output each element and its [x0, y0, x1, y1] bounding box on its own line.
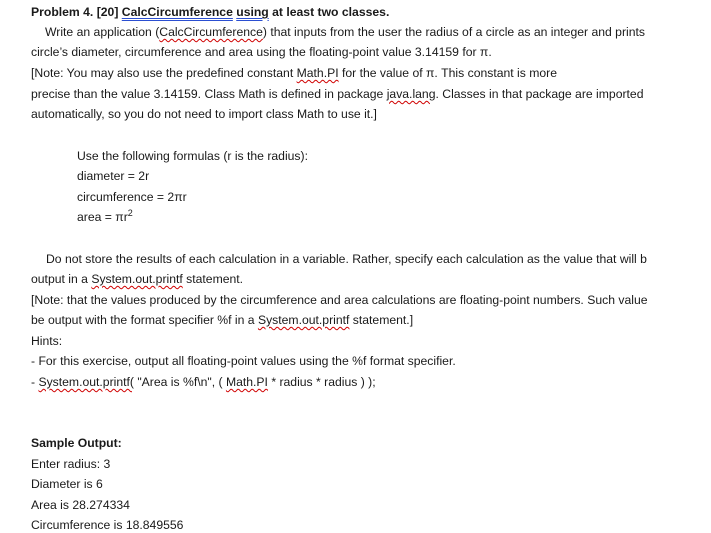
sample-line-2: Diameter is 6 — [31, 477, 103, 491]
formula-circumference: circumference = 2πr — [77, 190, 187, 204]
instruction-printf: System.out.printf — [91, 272, 183, 286]
heading-prefix: Problem 4. [20] — [31, 5, 122, 19]
instruction-text-c: statement. — [182, 272, 244, 286]
note1-java-lang: java.lang — [386, 87, 436, 101]
hints-label: Hints: — [31, 334, 63, 348]
note2-line-1: [Note: that the values produced by the circumference and area calculations are floating-point numbers. Such value — [31, 293, 648, 307]
note1-line-1 — [31, 65, 557, 81]
note1-line-3: automatically, so you do not need to import class Math to use it.] — [31, 107, 377, 121]
heading-class-name: CalcCircumference — [121, 5, 233, 19]
note1-text-a: [Note: You may also use the predefined constant — [31, 66, 297, 80]
sample-line-4: Circumference is 18.849556 — [31, 518, 184, 532]
sample-output-label: Sample Output: — [31, 436, 122, 450]
heading-using: using — [236, 5, 269, 19]
intro-text-c: ) that inputs from the user the radius of a circle as an integer and prints — [262, 25, 645, 39]
note1-text-c: for the value of π. This constant is more — [338, 66, 558, 80]
formula-area — [77, 209, 133, 225]
note2-text-a: be output with the format specifier %f in a — [31, 313, 258, 327]
formula-diameter: diameter = 2r — [77, 169, 150, 183]
sample-line-1: Enter radius: 3 — [31, 457, 111, 471]
instruction-line-1: Do not store the results of each calculation in a variable. Rather, specify each calculation as the value that will b — [46, 252, 647, 266]
intro-line-2: circle’s diameter, circumference and area using the floating-point value 3.14159 for π. — [31, 45, 492, 59]
note1-math-pi: Math.PI — [296, 66, 339, 80]
formulas-intro: Use the following formulas (r is the radius): — [77, 149, 308, 163]
note1-text-2a: precise than the value 3.14159. Class Math is defined in package — [31, 87, 387, 101]
hint-1: - For this exercise, output all floating-point values using the %f format specifier. — [31, 354, 456, 368]
note2-printf: System.out.printf — [257, 313, 350, 327]
note1-line-2 — [31, 86, 643, 102]
note2-line-2 — [31, 312, 413, 328]
intro-class-name: CalcCircumference — [159, 25, 263, 39]
hint2-math-pi: Math.PI — [225, 375, 268, 389]
intro-line-1 — [45, 24, 645, 40]
formula-area-exponent: 2 — [127, 207, 133, 218]
formula-area-text: area = πr — [77, 210, 128, 224]
note1-text-2c: . Classes in that package are imported — [435, 87, 644, 101]
note2-text-c: statement.] — [349, 313, 414, 327]
hint2-printf: System.out.printf( — [38, 375, 134, 389]
hint-2 — [31, 374, 376, 390]
hint2-format: "Area is %f\n", ( — [133, 375, 226, 389]
hint2-dash: - — [31, 375, 39, 389]
sample-line-3: Area is 28.274334 — [31, 498, 130, 512]
heading-suffix: at least two classes. — [268, 5, 390, 19]
instruction-text-a: output in a — [31, 272, 92, 286]
hint2-rest: * radius * radius ) ); — [267, 375, 376, 389]
problem-heading — [31, 4, 389, 20]
intro-text-a: Write an application ( — [45, 25, 160, 39]
instruction-line-2 — [31, 271, 243, 287]
